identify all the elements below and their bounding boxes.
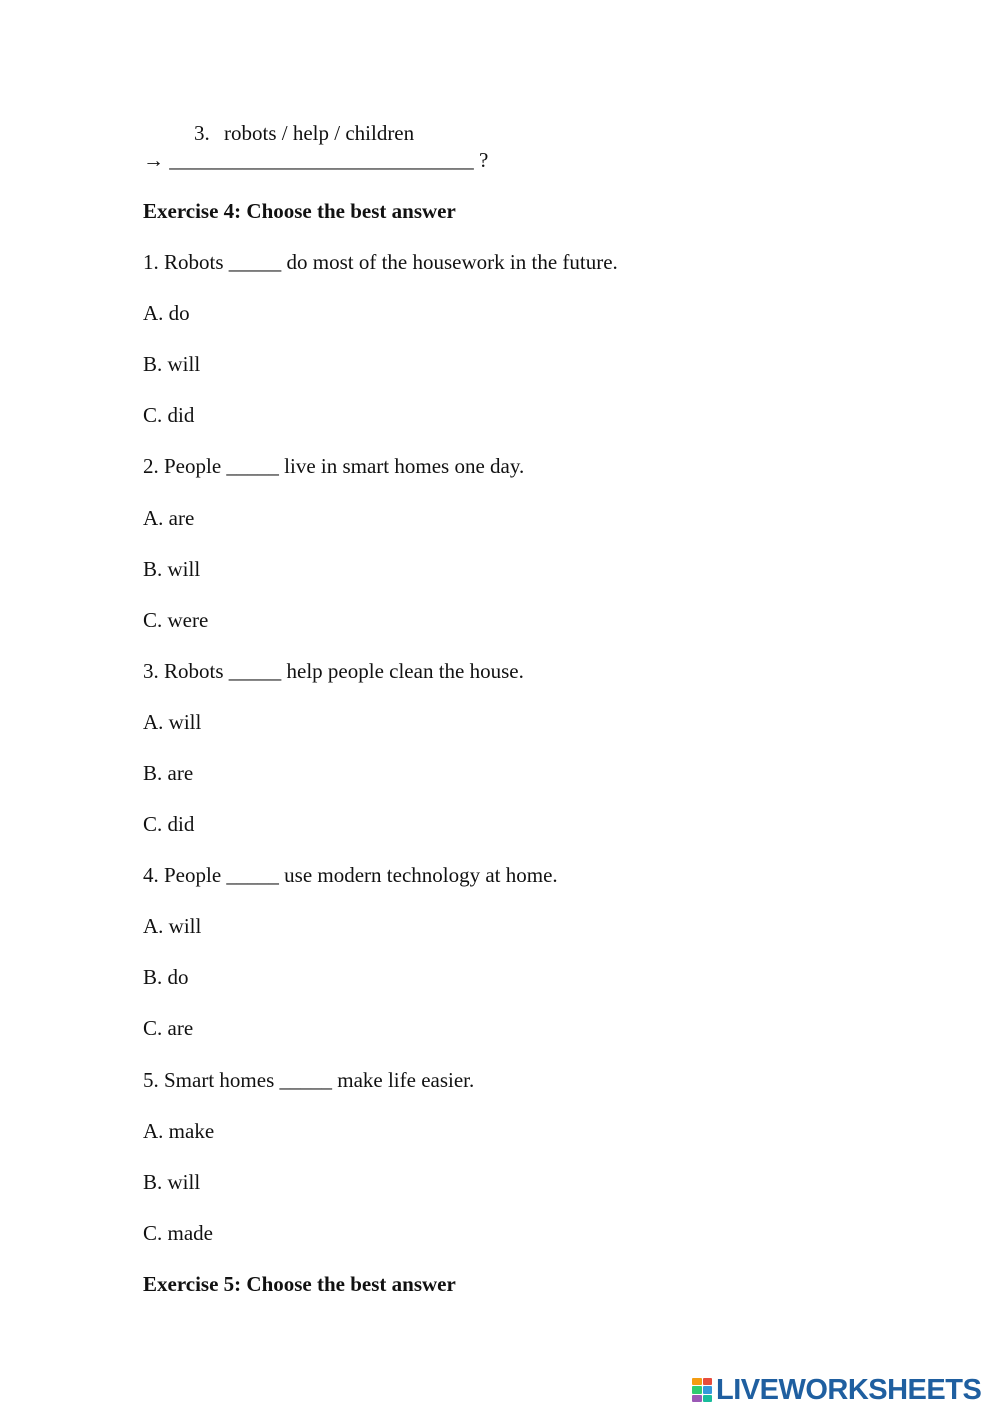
- prev-item-text: robots / help / children: [224, 121, 415, 145]
- q2-option-b[interactable]: B. will: [143, 557, 201, 581]
- exercise-5-title: Exercise 5: Choose the best answer: [143, 1272, 456, 1296]
- q5-option-c[interactable]: C. made: [143, 1221, 213, 1245]
- logo-grid-icon: [692, 1378, 712, 1402]
- answer-blank-line[interactable]: → _____________________________ ?: [143, 148, 489, 172]
- question-3: 3. Robots _____ help people clean the house.: [143, 659, 524, 683]
- q3-option-a[interactable]: A. will: [143, 710, 202, 734]
- question-4: 4. People _____ use modern technology at home.: [143, 863, 558, 887]
- q3-option-b[interactable]: B. are: [143, 761, 194, 785]
- exercise-4-title: Exercise 4: Choose the best answer: [143, 199, 456, 223]
- q4-option-a[interactable]: A. will: [143, 914, 202, 938]
- q5-option-b[interactable]: B. will: [143, 1170, 201, 1194]
- prev-item-number: 3.: [194, 121, 210, 145]
- question-5: 5. Smart homes _____ make life easier.: [143, 1068, 475, 1092]
- q1-option-c[interactable]: C. did: [143, 403, 195, 427]
- q1-option-a[interactable]: A. do: [143, 301, 190, 325]
- q2-option-c[interactable]: C. were: [143, 608, 209, 632]
- q4-option-c[interactable]: C. are: [143, 1016, 194, 1040]
- q2-option-a[interactable]: A. are: [143, 506, 195, 530]
- question-1: 1. Robots _____ do most of the housework in the future.: [143, 250, 618, 274]
- q3-option-c[interactable]: C. did: [143, 812, 195, 836]
- q4-option-b[interactable]: B. do: [143, 965, 189, 989]
- question-2: 2. People _____ live in smart homes one day.: [143, 454, 525, 478]
- q1-option-b[interactable]: B. will: [143, 352, 201, 376]
- q5-option-a[interactable]: A. make: [143, 1119, 215, 1143]
- liveworksheets-logo: [692, 1375, 981, 1405]
- logo-text: LIVEWORKSHEETS: [716, 1374, 982, 1406]
